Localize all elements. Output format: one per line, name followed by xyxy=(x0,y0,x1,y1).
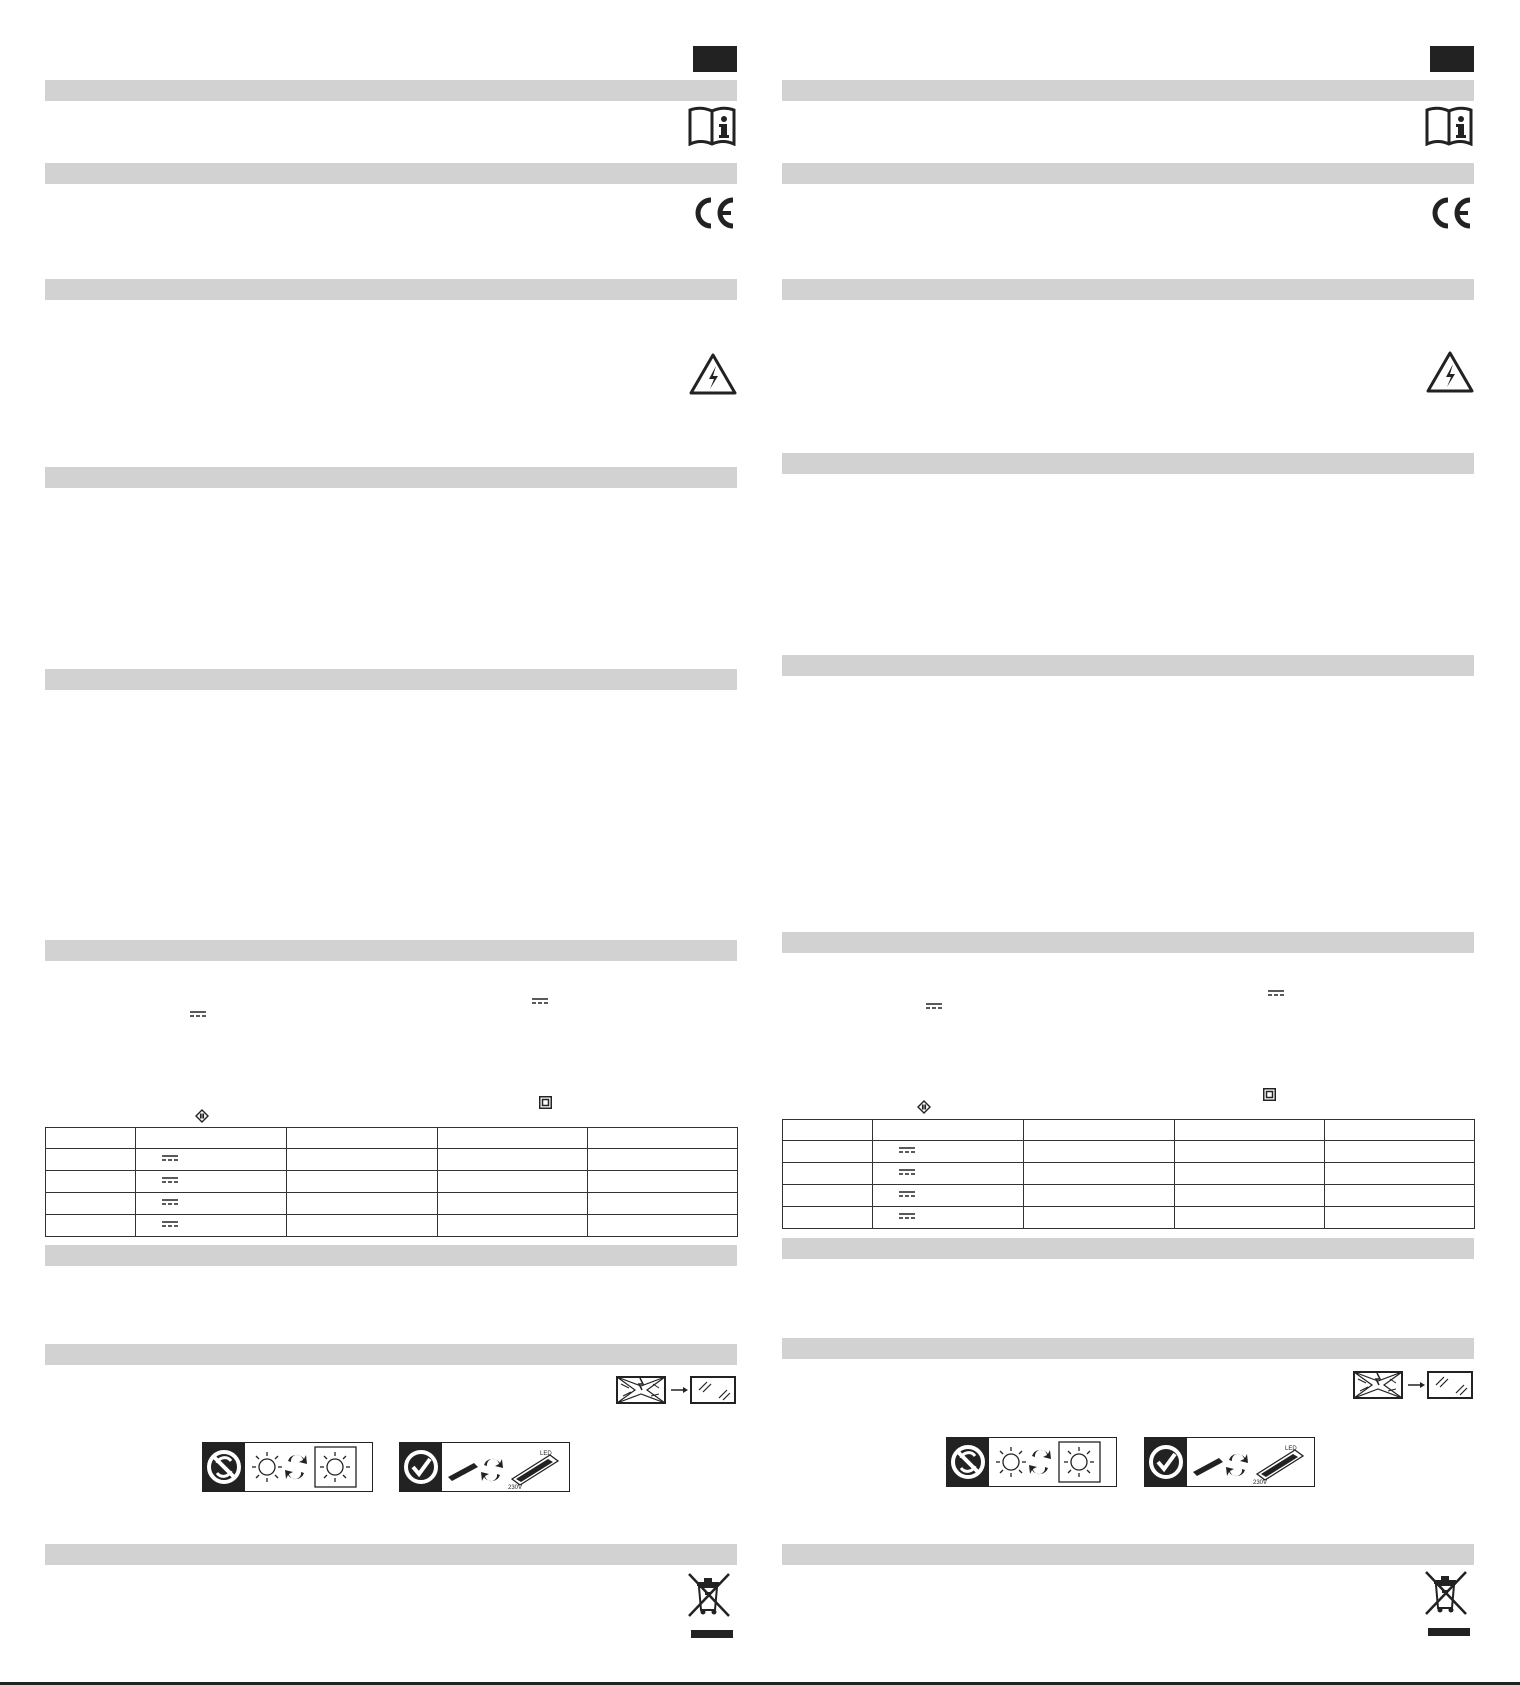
section-header-bar xyxy=(45,1544,737,1565)
table-row xyxy=(783,1185,1475,1207)
class-iii-icon xyxy=(195,1109,209,1123)
class-ii-icon xyxy=(1263,1088,1276,1101)
class-ii-icon xyxy=(539,1096,552,1109)
led-tag: LED xyxy=(540,1451,552,1457)
dc-symbol-icon xyxy=(1268,990,1284,997)
weee-bin-icon xyxy=(1422,1568,1470,1616)
section-header-bar xyxy=(45,163,737,184)
section-header-bar xyxy=(782,932,1474,953)
ce-mark-icon xyxy=(691,196,737,230)
volt-tag: 230V xyxy=(508,1485,523,1491)
weee-underline-bar xyxy=(691,1630,733,1638)
section-header-bar xyxy=(782,1544,1474,1565)
read-manual-icon xyxy=(1425,106,1473,146)
electric-hazard-icon xyxy=(689,352,737,395)
dc-symbol-icon xyxy=(162,1177,178,1184)
section-header-bar xyxy=(45,1245,737,1266)
no-bulb-replace-icon xyxy=(946,1437,1117,1487)
led-strip-replace-icon xyxy=(1144,1437,1315,1487)
section-header-bar xyxy=(782,279,1474,300)
section-header-bar xyxy=(782,80,1474,101)
dc-symbol-icon xyxy=(162,1221,178,1228)
dc-symbol-icon xyxy=(899,1213,915,1220)
section-header-bar xyxy=(45,80,737,101)
technical-data-table xyxy=(45,1127,738,1237)
dc-symbol-icon xyxy=(926,1003,942,1010)
section-header-bar xyxy=(45,669,737,690)
table-row xyxy=(46,1171,738,1193)
table-header-row xyxy=(46,1128,738,1149)
language-code-box xyxy=(1430,46,1474,72)
table-row xyxy=(46,1215,738,1237)
table-row xyxy=(783,1141,1475,1163)
technical-data-table xyxy=(782,1119,1475,1229)
dc-symbol-icon xyxy=(899,1191,915,1198)
section-header-bar xyxy=(782,453,1474,474)
weee-bin-icon xyxy=(685,1570,733,1618)
dc-symbol-icon xyxy=(899,1169,915,1176)
section-header-bar xyxy=(45,1344,737,1365)
dc-symbol-icon xyxy=(190,1011,206,1018)
table-header-row xyxy=(783,1120,1475,1141)
table-row xyxy=(46,1193,738,1215)
volt-tag: 230V xyxy=(1253,1480,1268,1486)
weee-underline-bar xyxy=(1428,1628,1470,1636)
manual-page-left xyxy=(45,0,737,1685)
dc-symbol-icon xyxy=(532,998,548,1005)
language-code-box xyxy=(693,46,737,72)
dc-symbol-icon xyxy=(899,1147,915,1154)
dc-symbol-icon xyxy=(162,1199,178,1206)
section-header-bar xyxy=(45,467,737,488)
broken-glass-replace-icon xyxy=(1352,1369,1474,1403)
class-iii-icon xyxy=(917,1100,931,1114)
led-tag: LED xyxy=(1285,1446,1297,1452)
section-header-bar xyxy=(782,163,1474,184)
section-header-bar xyxy=(45,940,737,961)
ce-mark-icon xyxy=(1428,196,1474,230)
section-header-bar xyxy=(782,1238,1474,1259)
no-bulb-replace-icon xyxy=(202,1442,373,1492)
led-strip-replace-icon xyxy=(399,1442,570,1492)
dc-symbol-icon xyxy=(162,1155,178,1162)
table-row xyxy=(783,1163,1475,1185)
broken-glass-replace-icon xyxy=(615,1374,737,1408)
electric-hazard-icon xyxy=(1426,350,1474,393)
section-header-bar xyxy=(782,1338,1474,1359)
section-header-bar xyxy=(45,279,737,300)
table-row xyxy=(46,1149,738,1171)
read-manual-icon xyxy=(688,106,736,146)
table-row xyxy=(783,1207,1475,1229)
manual-page-right xyxy=(782,0,1474,1685)
section-header-bar xyxy=(782,655,1474,676)
